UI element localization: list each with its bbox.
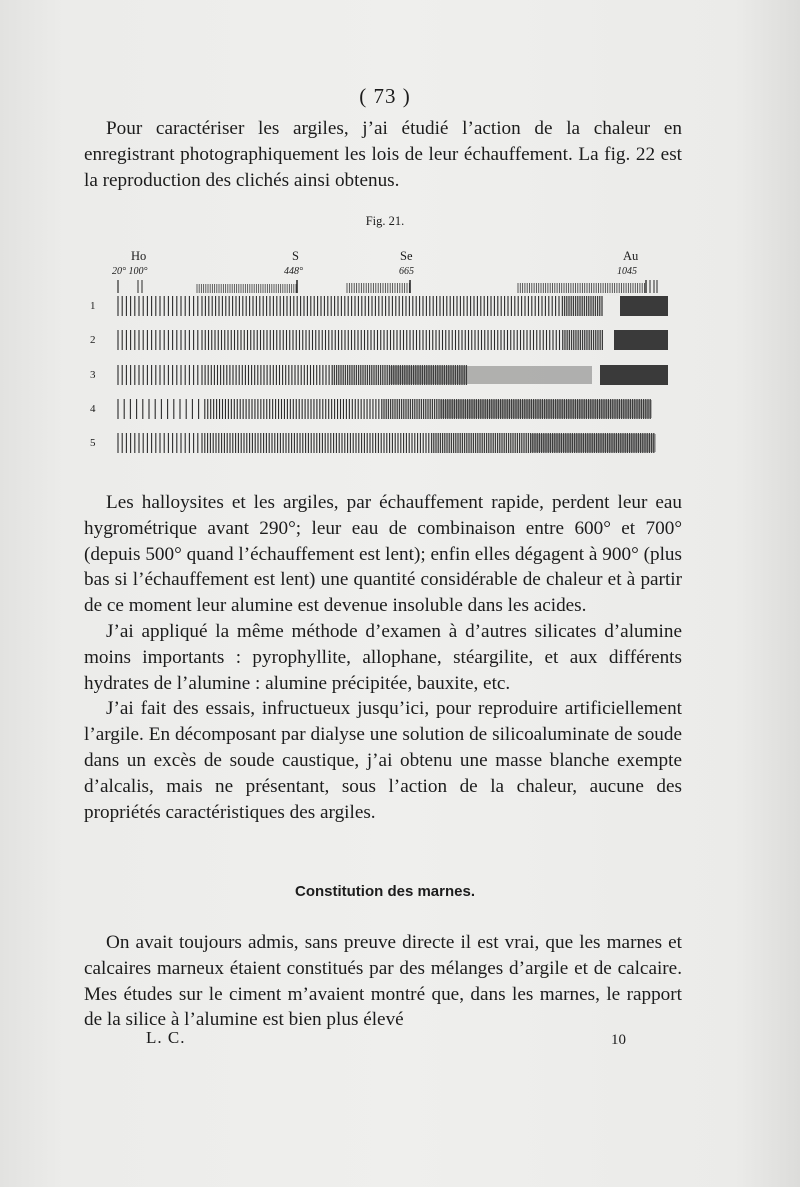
label-se: Se [400, 249, 413, 263]
strip-shade [440, 400, 652, 418]
paragraph-halloysites: Les halloysites et les argiles, par échauffement rapide, perdent leur eau hygrométrique avant 290°; leur eau de combinaison entre 600° et 700° (depuis 500° quand l’échauffement est lent); enfin elles dégagent à 900° (plus bas si l’échauffement est lent) une quantité considérable de chaleur et à partir de ce moment leur alumine est devenue insoluble dans les acides. [84, 492, 682, 617]
paragraph-essais: J’ai fait des essais, infructueux jusqu’ici, pour reproduire artificiellement l’argile. En décomposant par dialyse une solution de silicoaluminate de soude dans un excès de soude caustique, j’ai obtenu une masse blanche exempte d’alcalis, mais ne présentant, sous l’action de la chaleur, aucune des propriétés caractéristiques des argiles. [84, 698, 682, 823]
strip-shade [530, 434, 656, 452]
strip-end-block [620, 296, 668, 316]
strip-end-block [600, 365, 668, 385]
page-number: ( 73 ) [359, 84, 411, 108]
temp-au: 1045 [617, 266, 637, 277]
label-ho: Ho [131, 249, 147, 263]
figure-caption: Fig. 21. [365, 214, 405, 228]
row-number-2: 2 [90, 334, 96, 346]
closing-text: On avait toujours admis, sans preuve directe il est vrai, que les marnes et calcaires marneux étaient constitués par des mélanges d’argile et de calcaire. Mes études sur le ciment m’avaient montré que, dans les marnes, le rapport de la silice à l’alumine est bien plus élevé [84, 932, 682, 1031]
footer-signature: L. C. [146, 1028, 186, 1047]
body-paragraphs [84, 490, 682, 825]
section-title: Constitution des marnes. [294, 883, 476, 900]
row-number-1: 1 [90, 300, 96, 312]
temp-se: 665 [399, 266, 414, 277]
strip-shade [390, 366, 592, 384]
footer-sheet-number: 10 [611, 1032, 626, 1048]
temp-ho: 20° 100° [112, 266, 148, 277]
strip-end-block [614, 330, 668, 350]
label-au: Au [623, 249, 639, 263]
paragraph-silicates: J’ai appliqué la même méthode d’examen à d’autres silicates d’alumine moins importants : pyrophyllite, allophane, stéargilite, et aux différents hydrates de l’alumine : alumine précipitée, bauxite, etc. [84, 620, 682, 694]
temp-s: 448° [284, 266, 303, 277]
label-s: S [292, 249, 299, 263]
heating-curves-figure [0, 0, 800, 470]
closing-paragraph [84, 930, 682, 1033]
row-number-5: 5 [90, 437, 96, 449]
intro-text: Pour caractériser les argiles, j’ai étudié l’action de la chaleur en enregistrant photographiquement les lois de leur échauffement. La fig. 22 est la reproduction des clichés ainsi obtenus. [84, 118, 682, 191]
row-number-3: 3 [90, 369, 96, 381]
row-number-4: 4 [90, 403, 96, 415]
